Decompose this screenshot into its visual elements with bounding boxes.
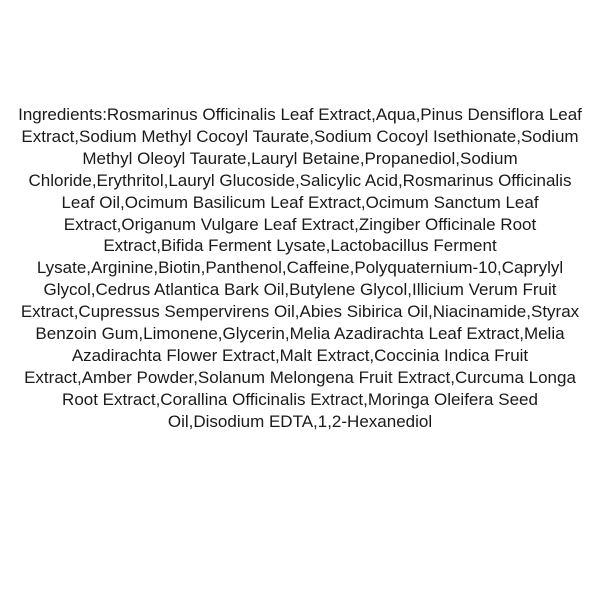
ingredients-text: Ingredients:Rosmarinus Officinalis Leaf Extract,Aqua,Pinus Densiflora Leaf Extract,Sodium Methyl Cocoyl Taurate,Sodium Cocoyl Isethionate,Sodium Methyl Oleoyl Taurate,Lauryl Betaine,Propanediol,Sodium Chloride,Erythritol,Lauryl Glucoside,Salicylic Acid,Rosmarinus Officinalis Leaf Oil,Ocimum Basilicum Leaf Extract,Ocimum Sanctum Leaf Extract,Origanum Vulgare Leaf Extract,Zingiber Officinale Root Extract,Bifida Ferment Lysate,Lactobacillus Ferment Lysate,Arginine,Biotin,Panthenol,Caffeine,Polyquaternium-10,Caprylyl Glycol,Cedrus Atlantica Bark Oil,Butylene Glycol,Illicium Verum Fruit Extract,Cupressus Sempervirens Oil,Abies Sibirica Oil,Niacinamide,Styrax Benzoin Gum,Limonene,Glycerin,Melia Azadirachta Leaf Extract,Melia Azadirachta Flower Extract,Malt Extract,Coccinia Indica Fruit Extract,Amber Powder,Solanum Melongena Fruit Extract,Curcuma Longa Root Extract,Corallina Officinalis Extract,Moringa Oleifera Seed Oil,Disodium EDTA,1,2-Hexanediol — [18, 105, 582, 431]
